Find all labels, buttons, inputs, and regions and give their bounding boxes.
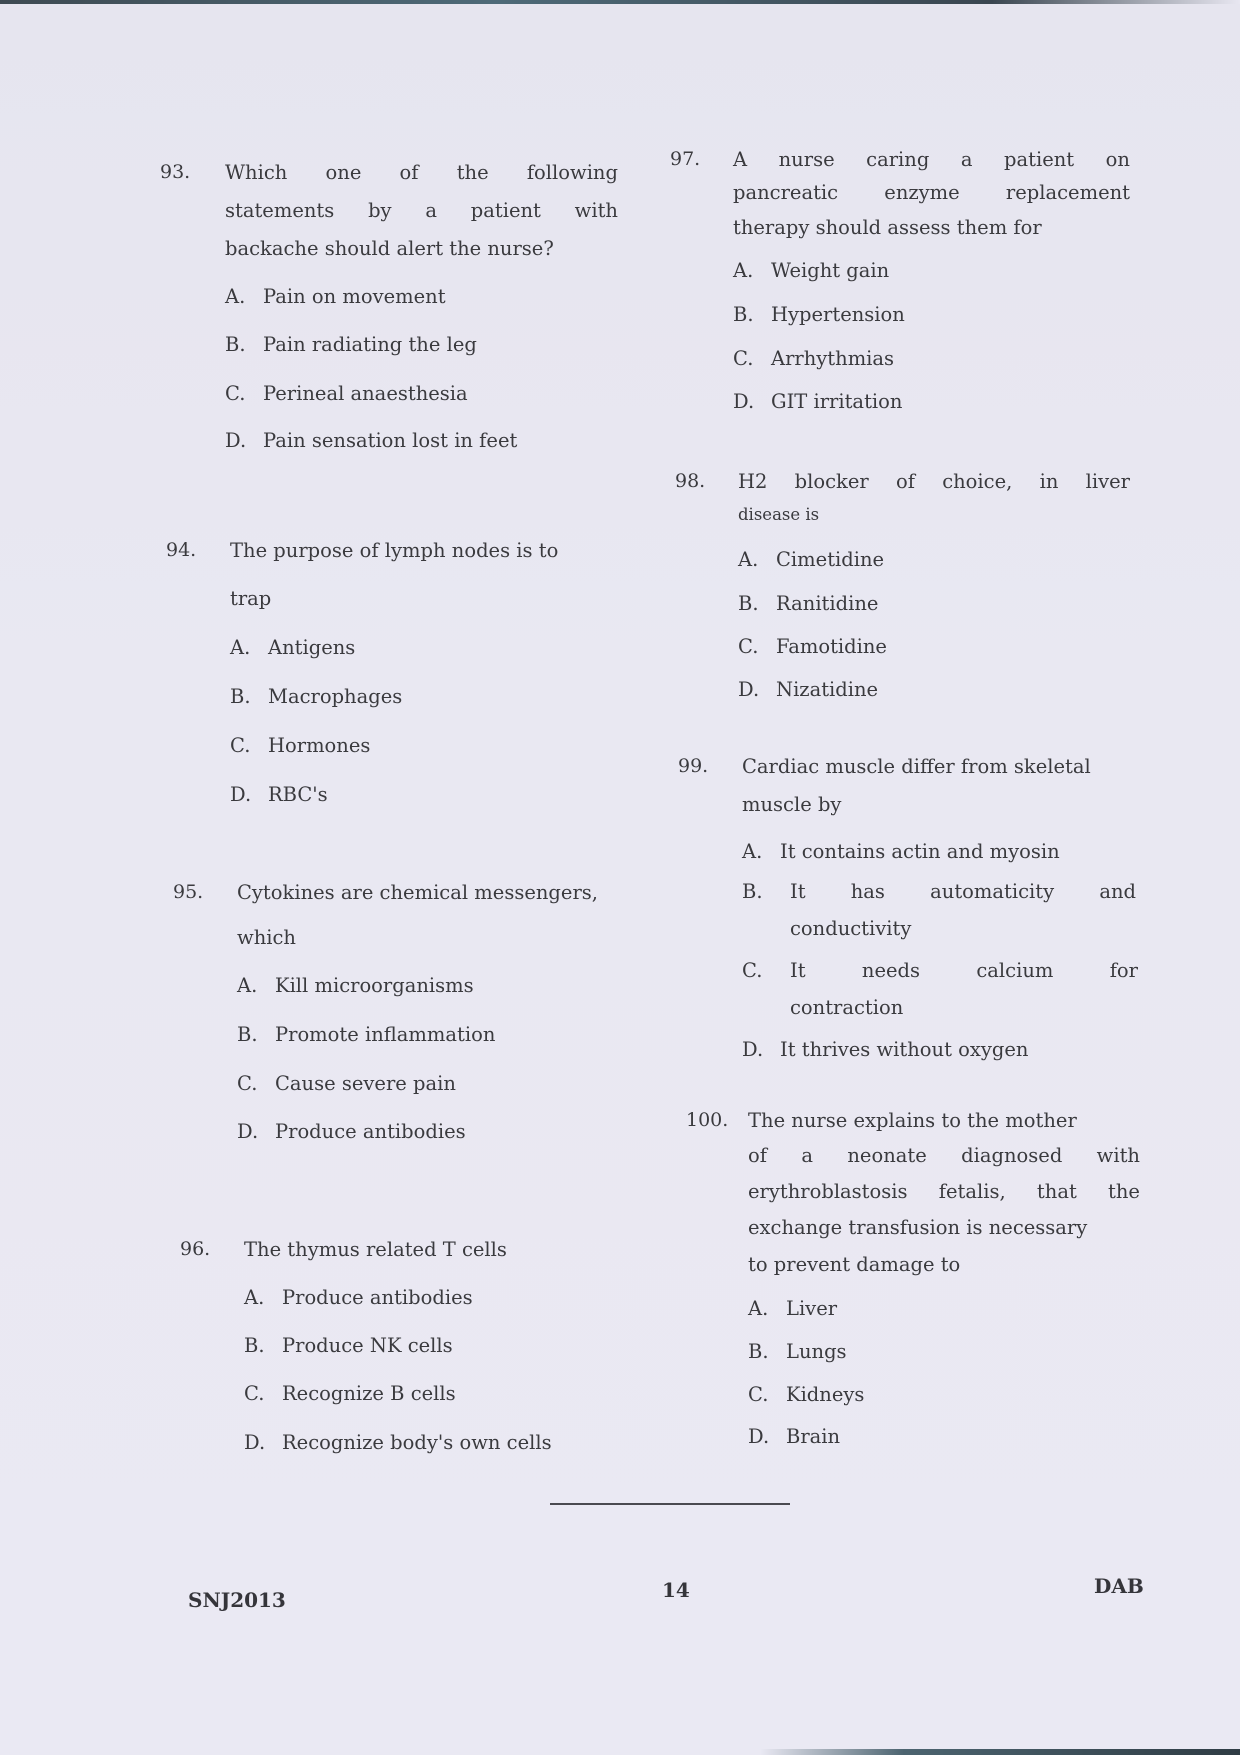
- option-d[interactable]: D. Recognize body's own cells: [244, 1431, 552, 1454]
- question-stem-line: which: [237, 926, 296, 949]
- question-number: 93.: [160, 161, 191, 183]
- question-number: 100.: [686, 1109, 729, 1131]
- option-c[interactable]: C. Arrhythmias: [733, 347, 895, 370]
- question-number: 96.: [180, 1238, 211, 1260]
- question-stem-line: Which one of the following: [225, 161, 618, 184]
- option-a[interactable]: A. It contains actin and myosin: [742, 840, 1060, 863]
- option-a[interactable]: A. Pain on movement: [225, 285, 446, 308]
- option-b[interactable]: B. Macrophages: [230, 685, 403, 708]
- option-b[interactable]: B. Ranitidine: [738, 592, 879, 615]
- option-a[interactable]: A. Liver: [748, 1297, 838, 1320]
- option-a[interactable]: A. Cimetidine: [738, 548, 885, 571]
- question-stem-line: therapy should assess them for: [733, 216, 1042, 239]
- option-a[interactable]: A. Produce antibodies: [244, 1286, 473, 1309]
- question-stem-line: The purpose of lymph nodes is to: [230, 539, 559, 562]
- question-stem-line: backache should alert the nurse?: [225, 237, 554, 260]
- end-of-page-divider: [550, 1503, 790, 1505]
- question-number: 97.: [670, 148, 701, 170]
- question-stem-line: muscle by: [742, 793, 842, 816]
- question-stem-line: A nurse caring a patient on: [733, 148, 1130, 171]
- option-c[interactable]: C. Recognize B cells: [244, 1382, 456, 1405]
- question-stem-line: pancreatic enzyme replacement: [733, 181, 1130, 204]
- option-b[interactable]: B. Promote inflammation: [237, 1023, 496, 1046]
- question-stem-line: The thymus related T cells: [244, 1238, 507, 1261]
- question-stem-line: disease is: [738, 505, 820, 524]
- option-b[interactable]: B. Hypertension: [733, 303, 905, 326]
- option-c[interactable]: C. Famotidine: [738, 635, 887, 658]
- question-stem-line: trap: [230, 587, 272, 610]
- option-d[interactable]: D. Produce antibodies: [237, 1120, 466, 1143]
- option-a[interactable]: A. Antigens: [230, 636, 356, 659]
- question-stem-line: of a neonate diagnosed with: [748, 1144, 1140, 1167]
- question-stem-line: Cytokines are chemical messengers,: [237, 881, 598, 904]
- question-stem-line: H2 blocker of choice, in liver: [738, 470, 1130, 493]
- question-stem-line: The nurse explains to the mother: [748, 1109, 1077, 1132]
- question-stem-line: to prevent damage to: [748, 1253, 961, 1276]
- option-c[interactable]: C. Perineal anaesthesia: [225, 382, 468, 405]
- option-d[interactable]: D. Nizatidine: [738, 678, 879, 701]
- option-b[interactable]: B. Lungs: [748, 1340, 847, 1363]
- option-text-line: It has automaticity and: [790, 880, 1136, 903]
- question-number: 99.: [678, 755, 709, 777]
- option-b[interactable]: B. Produce NK cells: [244, 1334, 453, 1357]
- scan-bottom-edge: [760, 1749, 1240, 1755]
- option-a[interactable]: A. Kill microorganisms: [237, 974, 474, 997]
- question-number: 98.: [675, 470, 706, 492]
- option-d[interactable]: D. GIT irritation: [733, 390, 903, 413]
- option-a[interactable]: A. Weight gain: [733, 259, 890, 282]
- question-stem-line: statements by a patient with: [225, 199, 618, 222]
- option-d[interactable]: D. Brain: [748, 1425, 841, 1448]
- option-d[interactable]: D. RBC's: [230, 783, 328, 806]
- option-d[interactable]: D. It thrives without oxygen: [742, 1038, 1029, 1061]
- option-b[interactable]: B. Pain radiating the leg: [225, 333, 477, 356]
- question-number: 95.: [173, 881, 204, 903]
- option-c[interactable]: C. Hormones: [230, 734, 371, 757]
- option-c[interactable]: C. Cause severe pain: [237, 1072, 456, 1095]
- series-code: DAB: [1094, 1574, 1144, 1598]
- question-number: 94.: [166, 539, 197, 561]
- option-c[interactable]: C. Kidneys: [748, 1383, 865, 1406]
- question-stem-line: Cardiac muscle differ from skeletal: [742, 755, 1091, 778]
- option-d[interactable]: D. Pain sensation lost in feet: [225, 429, 518, 452]
- option-text-line: It needs calcium for: [790, 959, 1138, 982]
- page-number: 14: [662, 1578, 690, 1602]
- question-stem-line: exchange transfusion is necessary: [748, 1216, 1088, 1239]
- scan-top-edge: [0, 0, 1240, 4]
- paper-code: SNJ2013: [188, 1588, 286, 1612]
- question-stem-line: erythroblastosis fetalis, that the: [748, 1180, 1140, 1203]
